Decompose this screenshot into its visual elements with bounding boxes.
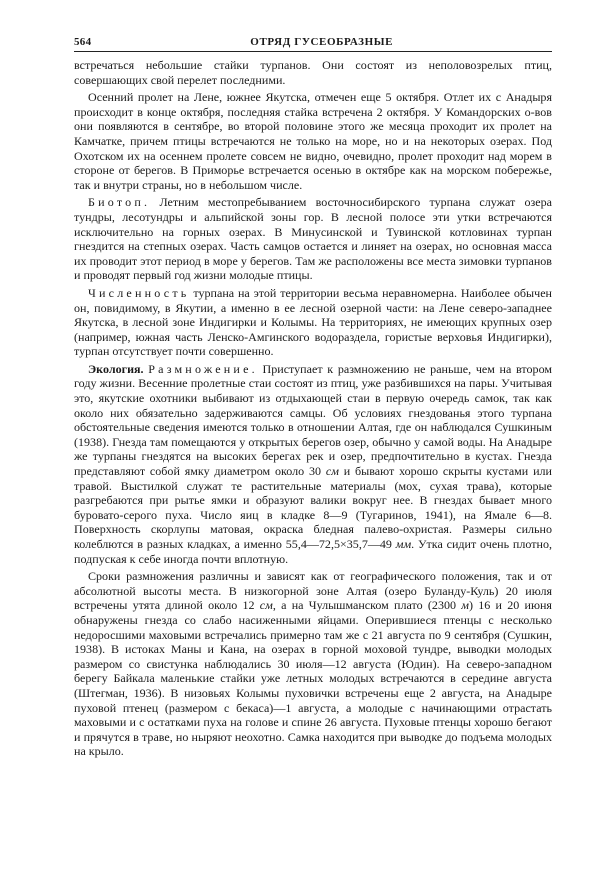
paragraph (74, 58, 552, 87)
text-run: Осенний пролет на Лене, южнее Якутска, отмечен еще 5 октября. Отлет их с Анадыря происходит в конце октября, последняя стайка встречена 2 октября. У Командорских о-вов они появляются в сентябре, во второй половине этого же месяца проходит их пролет на Камчатке, причем птицы встречаются не только на море, но и на некоторых озерах. Под Охотском их на осеннем пролете совсем не видно, очевидно, пролет проходит над морем в стороне от берегов. В Приморье встречается осенью в октябре как на морском побережье, так и внутри страны, но в небольшом числе. (74, 90, 552, 192)
page-number: 564 (74, 36, 92, 48)
unit-m: м (461, 598, 469, 613)
text-run: Приступает к размножению не раньше, чем на втором году жизни. Весенние пролетные стаи состоят из птиц, уже разбившихся на пары. Учитывая это, якутские охотники выбивают из отдыхающей стаи в первую очередь самок, так как около них обязательно задерживаются самцы. Об условиях гнездованья этого турпана обстоятельные сведения имеются только в отношении Алтая, где он наблюдался Сушкиным (1938). Гнезда там помещаются у открытых берегов озер, обычно у самой воды. На Анадыре же турпаны гнездятся на высоких берегах рек и озер, предпочтительно в кустах. Гнезда представляют собой ямку диаметром около 30 (74, 361, 552, 479)
body-text (74, 58, 552, 759)
paragraph (74, 362, 552, 566)
section-heading-reproduction: Размножение. (148, 361, 258, 376)
running-title: ОТРЯД ГУСЕОБРАЗНЫЕ (250, 36, 394, 48)
section-heading-abundance: Численность (88, 285, 190, 300)
text-run: ) 16 и 20 июня обнаружены гнезда со слабо насиженными яйцами. Оперившиеся птенцы с несколько недоросшими маховыми встречались примерно там же с 21 августа по 9 сентября (Сушкин, 1938). В истоках Маны и Кана, на озерах в горной моховой тундре, выводки молодых размером со свистунка наблюдались 30 июля—12 августа (Юдин). На северо-западном берегу Байкала маленькие стайки уже летных молодых встречаются в середине августа (Штегман, 1936). В низовьях Колымы пуховички встречены еще 2 августа, на Анадыре пуховой птенец (размером с бекаса)—1 августа, а молодые с начинающими отрастать маховыми и с остатками пуха на голове и спине 26 августа. Пуховые птенцы хорошо бегают и прячутся в траве, но ныряют неохотно. Самка находится при выводке до подъема молодых на крыло. (74, 598, 552, 759)
text-run: . Утка сидит очень плотно, подпуская к себе иногда почти вплотную. (74, 537, 552, 566)
section-heading-biotop: Биотоп. (88, 195, 151, 210)
text-run: турпана на этой территории весьма неравномерна. Наиболее обычен он, повидимому, в Якутии, а именно в ее лесной озерной части: на Лене северо-западнее Якутска, в лесной зоне Индигирки и Колымы. На территориях, не имеющих крупных озер (например, южная часть Ленско-Амгинского водораздела, гористые верховья Индигирки), турпан отсутствует почти совершенно. (74, 285, 552, 359)
unit-cm: см (325, 464, 339, 479)
text-run: Сроки размножения различны и зависят как от географического положения, так и от абсолютной высоты места. В низкогорной зоне Алтая (озеро Буланду-Куль) 20 июля встречены утята длиной около 12 (74, 569, 552, 613)
paragraph (74, 286, 552, 359)
text-run: , а на Чулышманском плато (2300 (272, 598, 462, 613)
paragraph (74, 195, 552, 283)
section-heading-ecology: Экология. (88, 361, 144, 376)
text-run: Летним местопребыванием восточносибирского турпана служат озера тундры, лесотундры и альпийской зоны гор. В лесной полосе эти утки встречаются исключительно на горных озерах. В Минусинской и Тувинской котловинах турпан гнездится на степных озерах. Часть самцов остается и линяет на озерах, но основная масса их проводит этот период в море у берегов. Там же расположены все места зимовки турпанов и проводят первый год жизни молодые птицы. (74, 195, 552, 283)
paragraph (74, 569, 552, 759)
page-header (74, 36, 552, 52)
text-run: и бывают хорошо скрыты кустами или травой. Выстилкой служат те растительные материалы (мох, сухая трава), которые разгребаются при рытье ямки и образуют валики вокруг нее. В гнездах бывает много буровато-серого пуха. Число яиц в кладке 8—9 (Тугаринов, 1941), на Ямале 6—8. Поверхность скорлупы матовая, окраска бледная палево-охристая. Размеры сильно колеблются в разных кладках, а именно 55,4—72,5×35,7—49 (74, 464, 552, 551)
unit-mm: мм (395, 537, 412, 551)
paragraph (74, 90, 552, 192)
book-page (74, 36, 552, 762)
unit-cm: см (259, 598, 273, 613)
text-run: встречаться небольшие стайки турпанов. Они состоят из неполовозрелых птиц, совершающих свой перелет последними. (74, 58, 552, 87)
